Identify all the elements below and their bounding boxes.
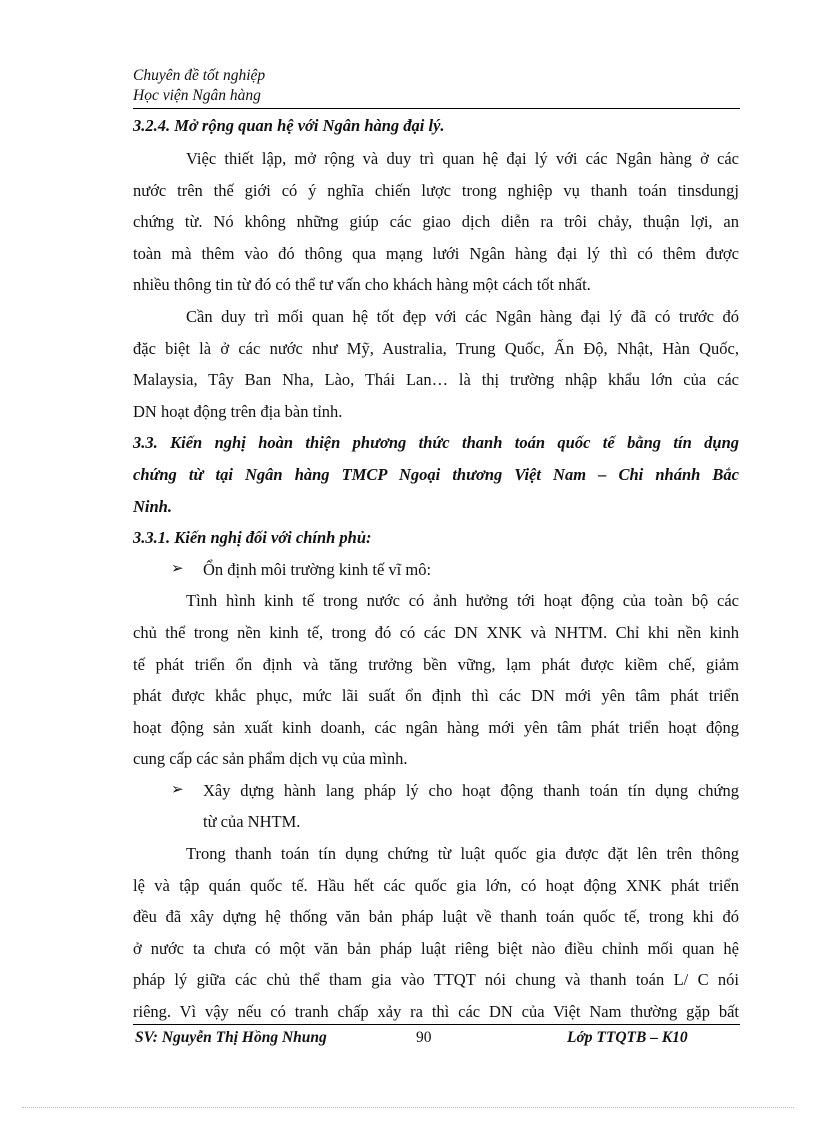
footer-class: Lớp TTQTB – K10 — [567, 1029, 688, 1046]
bullet-text: từ của NHTM. — [203, 812, 301, 832]
text-line: toàn mà thêm vào đó thông qua mạng lưới Ngân hàng đại lý thì có thêm được — [133, 243, 739, 263]
header-institution: Học viện Ngân hàng — [133, 87, 261, 104]
text-line: hoạt động sản xuất kinh doanh, các ngân hàng mới yên tâm phát triển hoạt động — [133, 717, 739, 737]
page-body — [133, 113, 739, 1028]
text-line: phát được khắc phục, mức lãi suất ổn định thì các DN mới yên tâm phát triển — [133, 686, 739, 706]
text-line: chủ thể trong nền kinh tế, trong đó có các DN XNK và NHTM. Chỉ khi nền kinh — [133, 622, 739, 642]
header-thesis-title: Chuyên đề tốt nghiệp — [133, 67, 266, 84]
page-header — [133, 66, 739, 106]
arrow-bullet-icon: ➢ — [171, 560, 184, 577]
heading-3-3 — [133, 427, 739, 522]
heading-line: chứng từ tại Ngân hàng TMCP Ngoại thương Việt Nam – Chi nhánh Bắc — [133, 464, 739, 484]
bullet-text: Xây dựng hành lang pháp lý cho hoạt động thanh toán tín dụng chứng — [203, 780, 739, 800]
text-line: riêng. Vì vậy nếu có tranh chấp xảy ra thì các DN của Việt Nam thường gặp bất — [133, 1002, 739, 1022]
heading-line: Ninh. — [133, 496, 172, 516]
bullet-text: Ổn định môi trường kinh tế vĩ mô: — [203, 559, 432, 579]
text-line: Trong thanh toán tín dụng chứng từ luật quốc gia được đặt lên trên thông — [186, 844, 739, 864]
text-line: đặc biệt là ở các nước như Mỹ, Australia, Trung Quốc, Ấn Độ, Nhật, Hàn Quốc, — [133, 338, 739, 358]
text-line: Tình hình kinh tế trong nước có ảnh hưởng tới hoạt động của toàn bộ các — [186, 591, 739, 611]
text-line: Việc thiết lập, mở rộng và duy trì quan hệ đại lý với các Ngân hàng ở các — [186, 149, 739, 168]
heading-line: 3.3. Kiến nghị hoàn thiện phương thức thanh toán quốc tế bằng tín dụng — [133, 433, 739, 453]
text-line: chứng từ. Nó không những giúp các giao dịch diễn ra trôi chảy, thuận lợi, an — [133, 212, 739, 232]
text-line: nhiều thông tin từ đó có thể tư vấn cho khách hàng một cách tốt nhất. — [133, 275, 591, 295]
text-line: tế phát triển ổn định và tăng trưởng bền vững, lạm phát được kiềm chế, giảm — [133, 654, 739, 674]
heading-3-2-4: 3.2.4. Mở rộng quan hệ với Ngân hàng đại lý. — [133, 116, 445, 135]
text-line: lệ và tập quán quốc tế. Hầu hết các quốc gia lớn, có hoạt động XNK phát triển — [133, 875, 739, 895]
paragraph-correspondent-banks — [133, 143, 739, 301]
page-number: 90 — [416, 1029, 432, 1046]
text-line: cung cấp các sản phẩm dịch vụ của mình. — [133, 749, 408, 769]
paragraph-national-law — [133, 838, 739, 1028]
text-line: Cần duy trì mối quan hệ tốt đẹp với các Ngân hàng đại lý đã có trước đó — [186, 306, 739, 326]
page-break-line — [22, 1107, 794, 1108]
bullet-macro-stability — [171, 554, 739, 586]
bullet-legal-framework — [171, 775, 739, 838]
text-line: Malaysia, Tây Ban Nha, Lào, Thái Lan… là thị trường nhập khẩu lớn của các — [133, 370, 739, 390]
paragraph-economic-situation — [133, 585, 739, 775]
header-divider — [133, 108, 740, 109]
paragraph-maintain-relations — [133, 301, 739, 427]
footer-student-name: SV: Nguyễn Thị Hồng Nhung — [135, 1029, 327, 1046]
arrow-bullet-icon: ➢ — [171, 781, 184, 798]
text-line: DN hoạt động trên địa bàn tỉnh. — [133, 401, 343, 421]
heading-3-3-1: 3.3.1. Kiến nghị đối với chính phủ: — [133, 528, 372, 548]
text-line: đều đã xây dựng hệ thống văn bản pháp luật về thanh toán quốc tế, trong khi đó — [133, 907, 739, 927]
text-line: ở nước ta chưa có một văn bản pháp luật riêng biệt nào điều chỉnh mối quan hệ — [133, 938, 739, 958]
text-line: nước trên thế giới có ý nghĩa chiến lược trong nghiệp vụ thanh toán tinsdungj — [133, 180, 739, 200]
text-line: pháp lý giữa các chủ thể tham gia vào TTQT nói chung và thanh toán L/ C nói — [133, 970, 739, 990]
footer-divider — [133, 1024, 740, 1025]
